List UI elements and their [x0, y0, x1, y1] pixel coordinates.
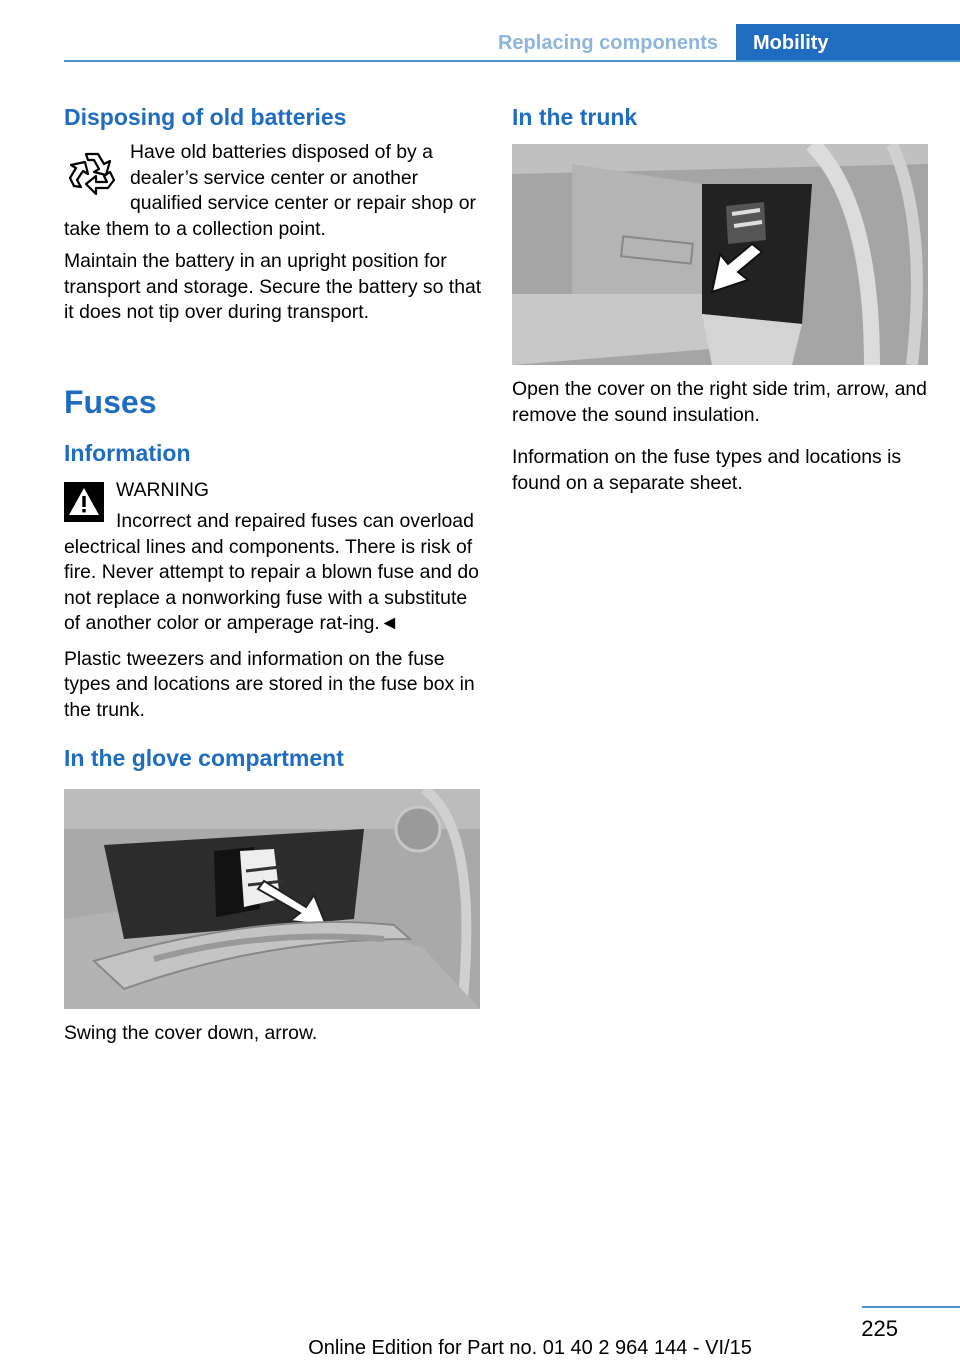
information-heading: Information [64, 439, 191, 466]
battery-transport-text: Maintain the battery in an upright position for transport and storage. Secure the battery so that it does not tip over during transport. [64, 250, 482, 323]
separate-sheet-text: Information on the fuse types and locations is found on a separate sheet. [512, 446, 902, 494]
chapter-label: Mobility [753, 32, 829, 54]
running-header-chapter [736, 24, 960, 62]
tweezers-text: Plastic tweezers and information on the fuse types and locations are stored in the fuse box in the trunk. [64, 647, 475, 721]
glove-compartment-caption: Swing the cover down, arrow. [64, 1022, 318, 1044]
recycle-notice [64, 140, 482, 242]
batteries-heading: Disposing of old batteries [64, 104, 347, 130]
recycle-icon [64, 144, 120, 200]
warning-label: WARNING [116, 478, 209, 501]
glove-compartment-photo [64, 789, 480, 1009]
trunk-caption: Open the cover on the right side trim, arrow, and remove the sound insulation. [512, 378, 927, 426]
page-number: 225 [861, 1316, 898, 1341]
warning-triangle-icon [64, 482, 104, 522]
left-column [64, 100, 482, 1047]
glove-compartment-heading: In the glove compartment [64, 745, 344, 771]
edition-note: Online Edition for Part no. 01 40 2 964 144 - VI/15 [308, 1337, 752, 1359]
footer-rule [862, 1306, 960, 1308]
right-column [512, 100, 930, 496]
trunk-heading: In the trunk [512, 104, 638, 130]
header-rule [64, 60, 960, 62]
trunk-photo [512, 144, 928, 365]
fuses-heading: Fuses [64, 383, 157, 420]
warning-notice [64, 478, 482, 637]
warning-text: Incorrect and repaired fuses can overload electrical lines and components. There is risk of fire. Never attempt to repair a blown fuse and do not replace a nonworking fuse with a substitute of another color or amperage rat‐ing.◄ [64, 510, 479, 634]
running-header-section: Replacing components [497, 32, 719, 54]
recycle-notice-text: Have old batteries disposed of by a dealer’s service center or another qualified service center or repair shop or take them to a collection point. [64, 141, 476, 240]
